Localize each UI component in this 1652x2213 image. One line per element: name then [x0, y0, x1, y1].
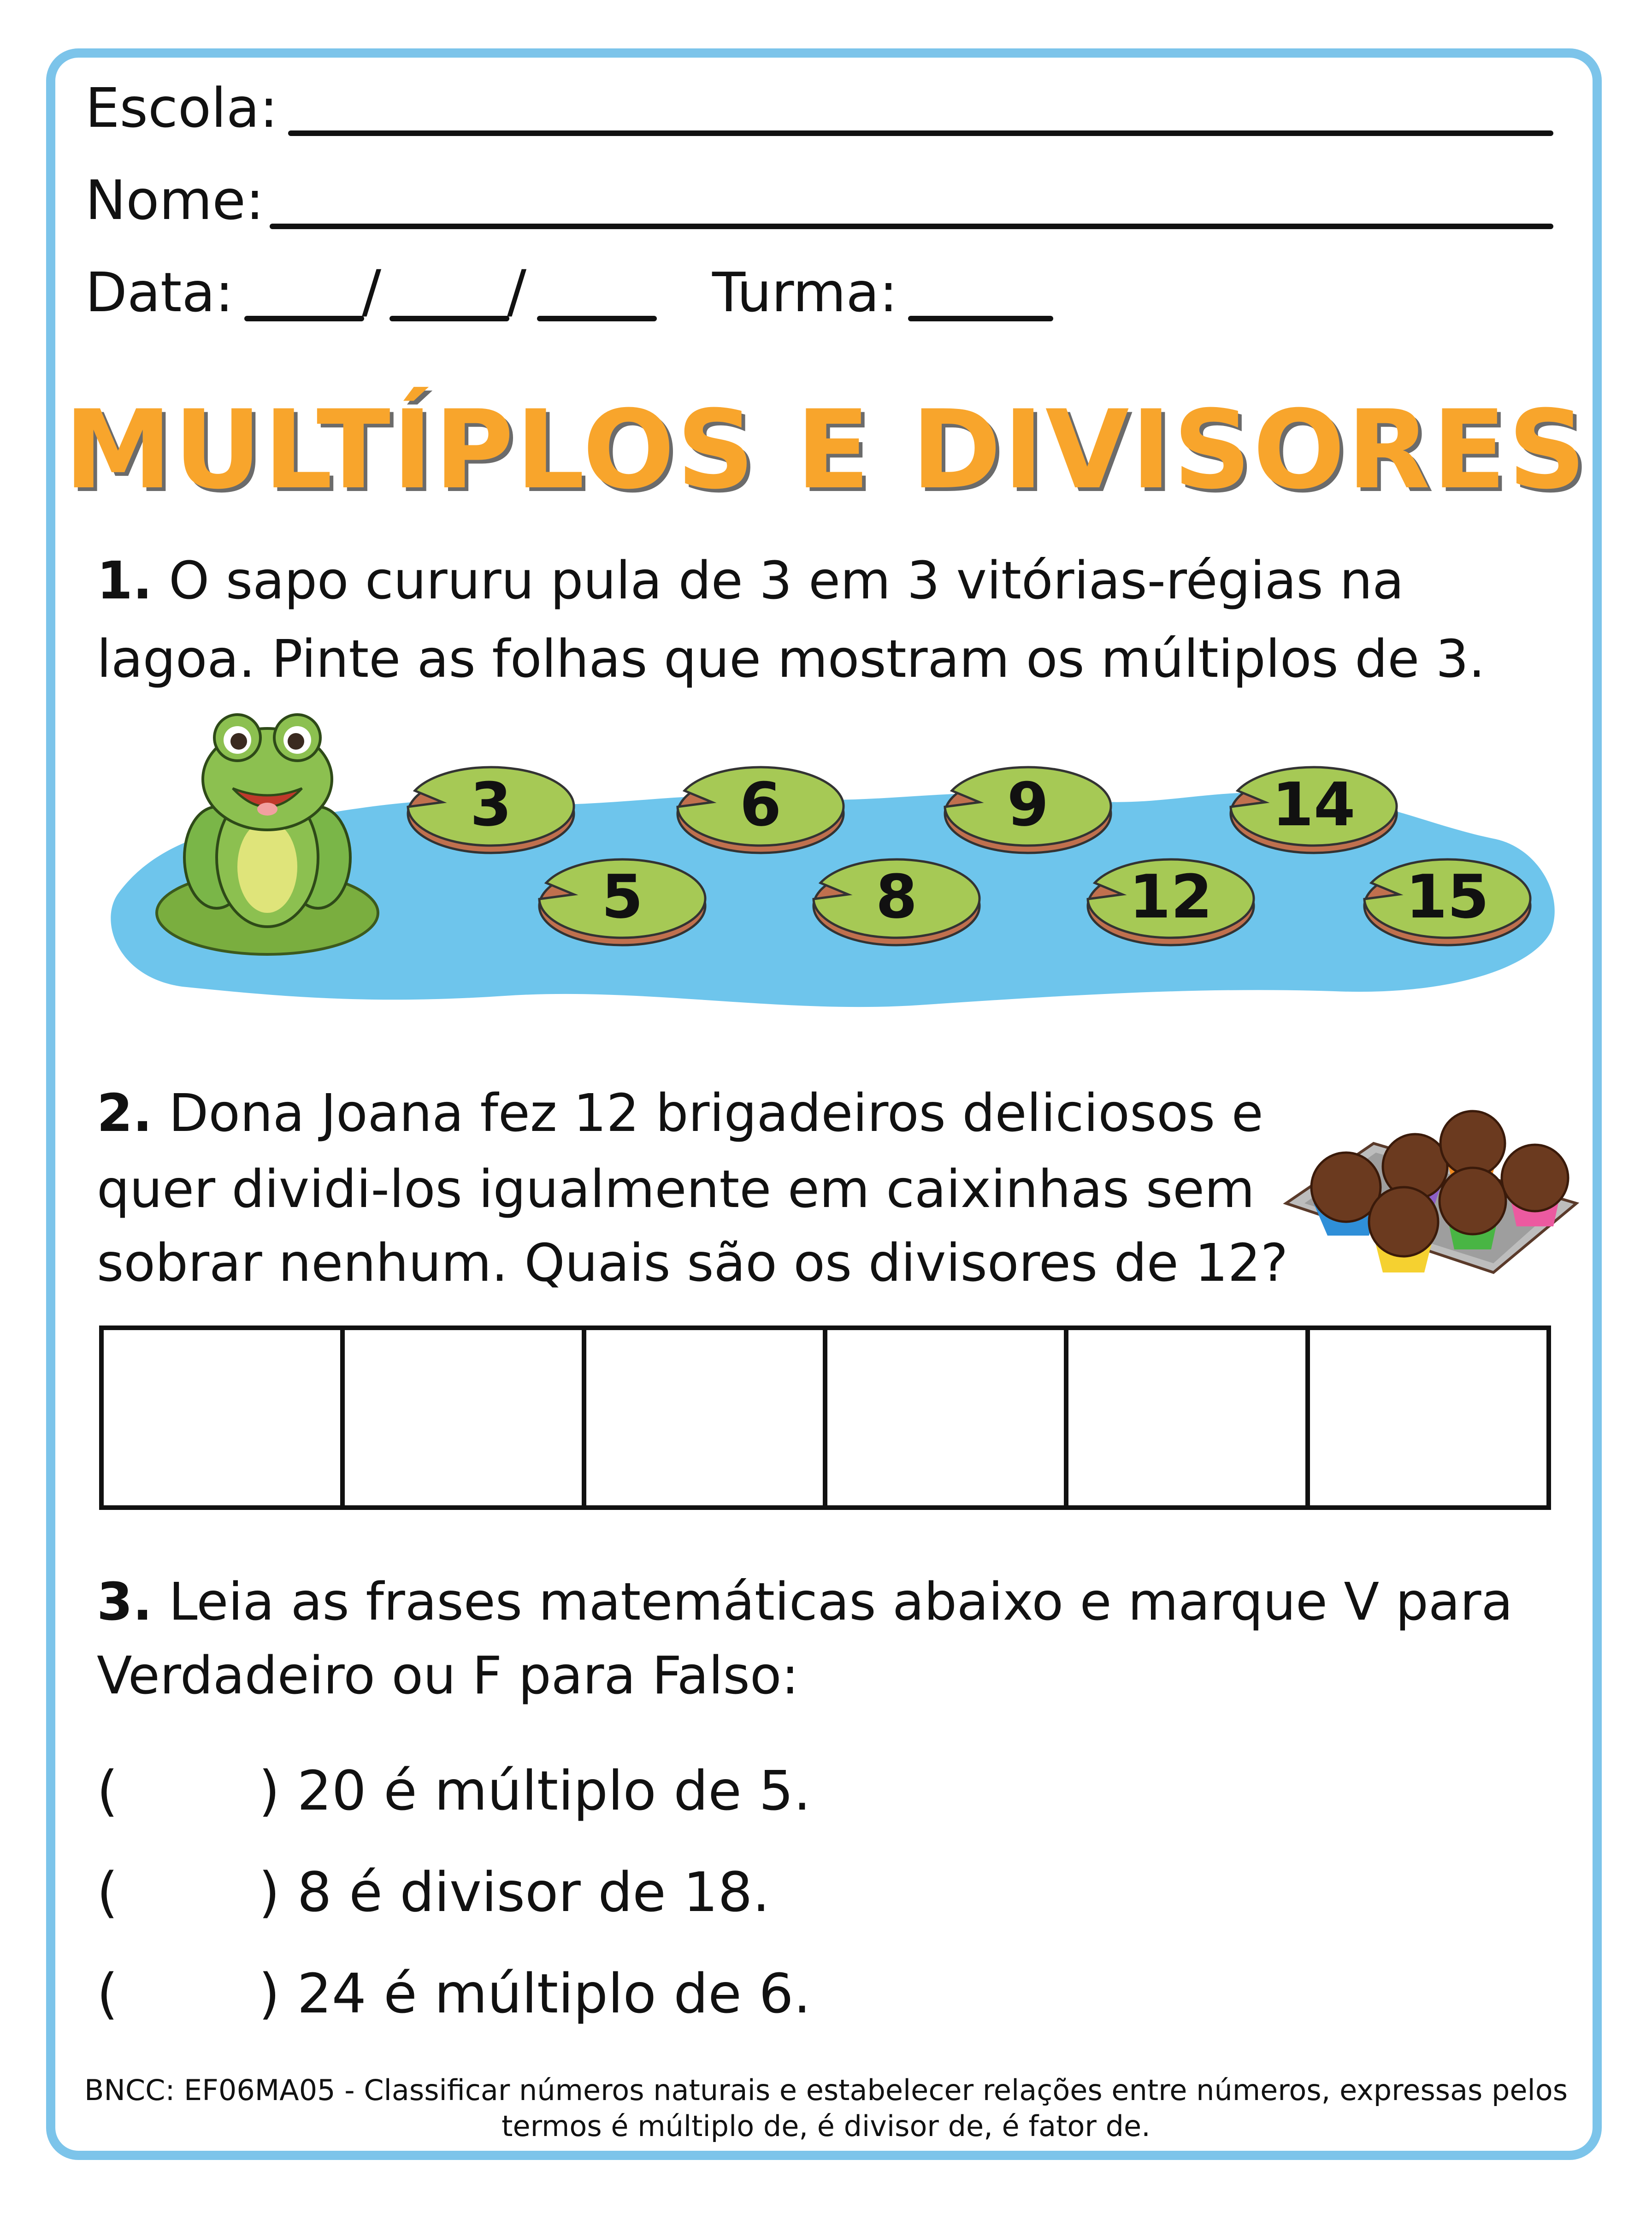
- lily-pad-number: 9: [1007, 769, 1049, 840]
- class-input-line[interactable]: [908, 316, 1053, 321]
- question-2-line-1: 2. Dona Joana fez 12 brigadeiros deliciosos e: [97, 1083, 1263, 1143]
- answer-box[interactable]: [586, 1330, 827, 1505]
- bncc-line-1: BNCC: EF06MA05 - Classificar números naturais e estabelecer relações entre números, expressas pelos: [84, 2073, 1568, 2107]
- date-separator: /: [507, 258, 527, 325]
- question-2-line-2: quer dividi-los igualmente em caixinhas sem: [97, 1160, 1255, 1219]
- answer-paren-open[interactable]: (: [97, 1962, 118, 2025]
- date-year-line[interactable]: [537, 316, 657, 321]
- lily-pad-number: 15: [1405, 862, 1489, 932]
- question-number: 2.: [97, 1083, 153, 1143]
- answer-box[interactable]: [1310, 1330, 1546, 1505]
- page-title: MULTÍPLOS E DIVISORES: [64, 387, 1588, 513]
- question-2-line-3: sobrar nenhum. Quais são os divisores de 12?: [97, 1233, 1288, 1293]
- name-input-line[interactable]: [270, 224, 1553, 229]
- lily-pad[interactable]: [675, 763, 846, 855]
- lily-pad[interactable]: [811, 855, 982, 947]
- statement-text: 24 é múltiplo de 6.: [297, 1962, 811, 2025]
- class-label: Turma:: [712, 260, 898, 324]
- name-label: Nome:: [85, 168, 264, 232]
- true-false-item: [97, 1759, 811, 1822]
- lily-pad[interactable]: [537, 855, 708, 947]
- question-3-line-1: 3. Leia as frases matemáticas abaixo e marque V para: [97, 1572, 1513, 1632]
- question-number: 1.: [97, 551, 153, 611]
- statement-text: 20 é múltiplo de 5.: [297, 1759, 811, 1822]
- school-input-line[interactable]: [288, 130, 1553, 136]
- true-false-item: [97, 1860, 770, 1924]
- lily-pad[interactable]: [406, 763, 576, 855]
- school-label: Escola:: [85, 76, 278, 140]
- lily-pad-number: 3: [470, 769, 512, 840]
- answer-box[interactable]: [827, 1330, 1068, 1505]
- answer-paren-open[interactable]: (: [97, 1860, 118, 1924]
- question-1-line-1: 1. O sapo cururu pula de 3 em 3 vitórias-régias na: [97, 551, 1404, 611]
- lily-pad-number: 8: [875, 862, 918, 932]
- answer-paren-open[interactable]: (: [97, 1759, 118, 1822]
- brigadeiros-tray-icon: [1277, 1088, 1581, 1282]
- answer-paren-close[interactable]: ): [259, 1759, 280, 1822]
- lily-pad[interactable]: [1228, 763, 1399, 855]
- lily-pad-number: 6: [739, 769, 782, 840]
- date-label: Data:: [85, 260, 234, 324]
- statement-text: 8 é divisor de 18.: [297, 1860, 770, 1924]
- answer-paren-close[interactable]: ): [259, 1962, 280, 2025]
- lily-pad[interactable]: [1086, 855, 1256, 947]
- date-month-line[interactable]: [389, 316, 509, 321]
- date-day-line[interactable]: [244, 316, 364, 321]
- question-1-line-2: lagoa. Pinte as folhas que mostram os múltiplos de 3.: [97, 629, 1485, 689]
- true-false-item: [97, 1962, 811, 2025]
- bncc-footer: [0, 2072, 1652, 2144]
- frog-icon: [148, 710, 387, 959]
- answer-box[interactable]: [1068, 1330, 1310, 1505]
- answer-box[interactable]: [345, 1330, 586, 1505]
- divisors-answer-boxes: [99, 1325, 1551, 1510]
- answer-box[interactable]: [104, 1330, 345, 1505]
- date-separator: /: [362, 258, 382, 325]
- answer-paren-close[interactable]: ): [259, 1860, 280, 1924]
- question-3-line-2: Verdadeiro ou F para Falso:: [97, 1646, 799, 1706]
- bncc-line-2: termos é múltiplo de, é divisor de, é fator de.: [502, 2109, 1150, 2143]
- lily-pad[interactable]: [943, 763, 1113, 855]
- lily-pad-number: 14: [1272, 769, 1356, 840]
- lily-pad-number: 5: [601, 862, 643, 932]
- question-number: 3.: [97, 1572, 153, 1632]
- lily-pad-number: 12: [1129, 862, 1213, 932]
- lily-pad[interactable]: [1362, 855, 1533, 947]
